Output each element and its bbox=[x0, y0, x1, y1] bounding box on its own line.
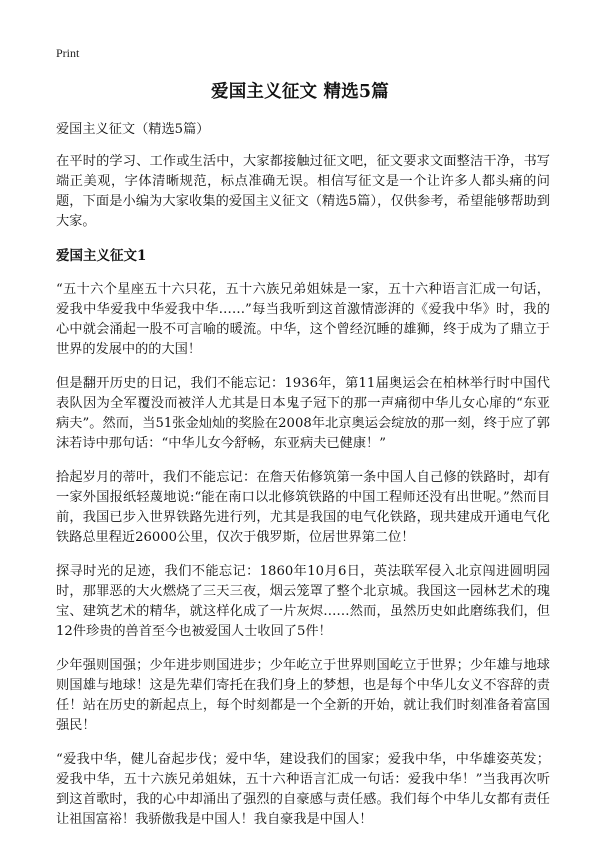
body-paragraph: “爱我中华，健儿奋起步伐；爱中华，建设我们的国家；爱我中华，中华雄姿英发；爱我中华，五十六族兄弟姐妹，五十六种语言汇成一句话：爱我中华！”当我再次听到这首歌时，我的心中却涌出了强烈的自豪感与责任感。我们每个中华儿女都有责任让祖国富裕！我骄傲我是中国人！我自豪我是中国人！ bbox=[56, 752, 550, 827]
section-heading: 爱国主义征文1 bbox=[56, 248, 147, 264]
print-link[interactable]: Print bbox=[56, 46, 80, 60]
body-paragraph: 拾起岁月的蒂叶，我们不能忘记：在詹天佑修筑第一条中国人自己修的铁路时，却有一家外国报纸轻蔑地说:“能在南口以北修筑铁路的中国工程师还没有出世呢。”然而目前，我国已步入世界铁路先进行列，尤其是我国的电气化铁路，现共建成开通电气化铁路总里程近26000公里，仅次于俄罗斯，位居世界第二位！ bbox=[56, 470, 550, 545]
body-paragraph: “五十六个星座五十六只花，五十六族兄弟姐妹是一家，五十六种语言汇成一句话，爱我中华爱我中华爱我中华……”每当我听到这首激情澎湃的《爱我中华》时，我的心中就会涌起一股不可言喻的暖流。中华，这个曾经沉睡的雄狮，终于成为了鼎立于世界的发展中的的大国！ bbox=[56, 282, 550, 357]
article-subtitle: 爱国主义征文（精选5篇） bbox=[56, 122, 210, 137]
page-title: 爱国主义征文 精选5篇 bbox=[211, 82, 389, 102]
article-body bbox=[56, 120, 550, 844]
body-paragraph: 但是翻开历史的日记，我们不能忘记：1936年，第11届奥运会在柏林举行时中国代表队因为全军覆没而被洋人尤其是日本鬼子冠下的那一声痛彻中华儿女心扉的“东亚病夫”。然而，当51张金灿灿的奖脸在2008年北京奥运会绽放的那一刻，终于应了郭沫若诗中那句话：“中华儿女今舒畅，东亚病夫已健康！” bbox=[56, 376, 550, 451]
body-paragraph: 探寻时光的足迹，我们不能忘记：1860年10月6日，英法联军侵入北京闯进圆明园时，那罪恶的大火燃烧了三天三夜，烟云笼罩了整个北京城。我国这一园林艺术的瑰宝、建筑艺术的精华，就这样化成了一片灰烬……然而，虽然历史如此磨练我们，但12件珍贵的兽首至今也被爱国人士收回了5件！ bbox=[56, 564, 550, 639]
intro-paragraph: 在平时的学习、工作或生活中，大家都接触过征文吧，征文要求文面整洁干净，书写端正美观，字体清晰规范，标点准确无误。相信写征文是一个让许多人都头痛的问题，下面是小编为大家收集的爱国主义征文（精选5篇），仅供参考，希望能够帮助到大家。 bbox=[56, 154, 550, 229]
body-paragraph: 少年强则国强；少年进步则国进步；少年屹立于世界则国屹立于世界；少年雄与地球则国雄与地球！这是先辈们寄托在我们身上的梦想，也是每个中华儿女义不容辞的责任！站在历史的新起点上，每个时刻都是一个全新的开始，就让我们时刻准备着富国强民！ bbox=[56, 658, 550, 733]
